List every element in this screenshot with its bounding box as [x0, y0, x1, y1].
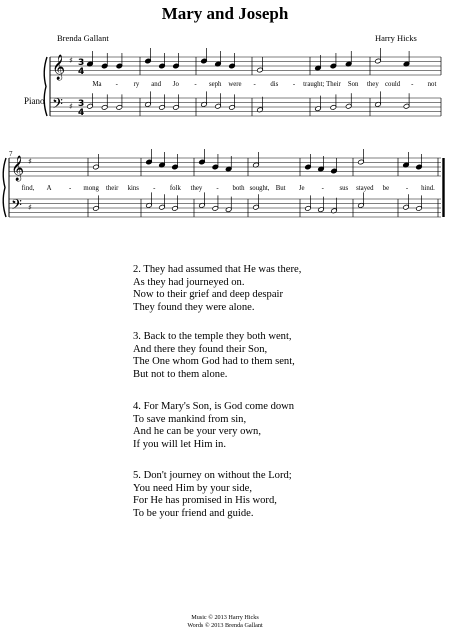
- lyric-syllable: Je: [298, 185, 305, 192]
- lyric-syllable: folk: [169, 185, 181, 192]
- sharp-icon: ♯: [28, 203, 32, 212]
- lyric-syllable: their: [105, 185, 119, 192]
- lyric-syllable: -: [153, 185, 156, 192]
- verse-line: To save mankind from sin,: [133, 413, 247, 425]
- lyric-syllable: not: [427, 81, 437, 88]
- treble-clef-icon: 𝄞: [52, 55, 66, 80]
- words-copyright: Words © 2013 Brenda Gallant: [187, 621, 263, 629]
- lyric-syllable: and: [151, 81, 162, 88]
- time-signature: 4: [78, 108, 85, 118]
- lyric-syllable: Ma: [92, 81, 102, 88]
- lyric-syllable: -: [115, 81, 118, 88]
- lyric-syllable: seph: [209, 81, 222, 88]
- bass-clef-icon: 𝄢: [11, 197, 22, 217]
- verse-line: But not to them alone.: [133, 368, 228, 380]
- sharp-icon: ♯: [69, 102, 73, 111]
- verse-line: And there they found their Son,: [133, 343, 268, 355]
- lyricist-credit: Brenda Gallant: [57, 33, 109, 43]
- clefs-and-signatures: [11, 54, 84, 217]
- measure-number: 7: [9, 150, 13, 158]
- treble-clef-icon: 𝄞: [11, 156, 25, 181]
- lyric-syllable: Son: [347, 81, 359, 88]
- lyrics-system-2: [22, 185, 436, 192]
- brace: [44, 57, 47, 116]
- music-copyright: Music © 2013 Harry Hicks: [191, 614, 259, 621]
- lyric-syllable: -: [411, 81, 414, 88]
- song-title: Mary and Joseph: [161, 4, 289, 23]
- lyric-syllable: traught;: [303, 81, 325, 88]
- music-score: [0, 0, 450, 240]
- lyric-syllable: they: [190, 185, 203, 192]
- verse-block: [133, 470, 292, 520]
- verse-line: If you will let Him in.: [133, 438, 226, 450]
- lyric-syllable: But: [275, 185, 286, 192]
- verse-line: And he can be your very own,: [133, 426, 261, 438]
- lyric-syllable: find,: [21, 185, 35, 192]
- lyric-syllable: sought,: [249, 185, 270, 192]
- sharp-icon: ♯: [69, 56, 73, 65]
- lyric-syllable: ry: [133, 81, 140, 88]
- verse-line: As they had journeyed on.: [133, 276, 245, 288]
- lyric-syllable: Their: [326, 81, 341, 88]
- lyric-syllable: dis: [270, 81, 279, 88]
- lyric-syllable: both: [232, 185, 245, 192]
- verse-block: [133, 331, 295, 381]
- verse-line: 5. Don't journey on without the Lord;: [133, 470, 292, 481]
- lyric-syllable: -: [194, 81, 197, 88]
- lyric-syllable: -: [68, 185, 72, 192]
- brace: [3, 158, 6, 217]
- time-signature: 3: [78, 99, 85, 109]
- verse-line: Now to their grief and deep despair: [133, 289, 284, 301]
- lyric-syllable: A: [46, 185, 52, 192]
- verse-line: For He has promised in His word,: [133, 495, 277, 507]
- lyric-syllable: be: [382, 185, 390, 192]
- lyric-syllable: were: [228, 81, 242, 88]
- verse-line: The One whom God had to them sent,: [133, 356, 295, 368]
- lyrics-system-1: [92, 81, 436, 88]
- lyric-syllable: -: [216, 185, 219, 192]
- lyric-syllable: hind.: [421, 185, 435, 192]
- verse-block: [133, 264, 301, 314]
- lyric-syllable: -: [405, 185, 409, 192]
- lyric-syllable: they: [367, 81, 379, 88]
- verse-line: 2. They had assumed that He was there,: [133, 264, 302, 275]
- verse-line: 3. Back to the temple they both went,: [133, 331, 292, 342]
- lyric-syllable: could: [385, 81, 401, 88]
- lyric-syllable: -: [253, 81, 256, 88]
- time-signature: 3: [78, 58, 85, 68]
- lyric-syllable: sus: [339, 185, 349, 192]
- lyric-syllable: mong: [83, 185, 99, 192]
- verse-line: To be your friend and guide.: [133, 507, 254, 519]
- copyright-footer: [0, 614, 450, 629]
- verse-block: [133, 401, 294, 451]
- sharp-icon: ♯: [28, 157, 32, 166]
- verse-line: You need Him by your side,: [133, 482, 252, 494]
- lyric-syllable: Jo: [172, 81, 179, 88]
- verse-line: 4. For Mary's Son, is God come down: [133, 401, 295, 412]
- instrument-label: Piano: [24, 96, 45, 106]
- lyric-syllable: kins: [127, 185, 139, 192]
- verse-line: They found they were alone.: [133, 301, 255, 313]
- lyric-syllable: stayed: [356, 185, 374, 192]
- bass-clef-icon: 𝄢: [52, 96, 63, 116]
- lyric-syllable: -: [321, 185, 324, 192]
- composer-credit: Harry Hicks: [375, 33, 417, 43]
- time-signature: 4: [78, 67, 85, 77]
- lyric-syllable: -: [292, 81, 296, 88]
